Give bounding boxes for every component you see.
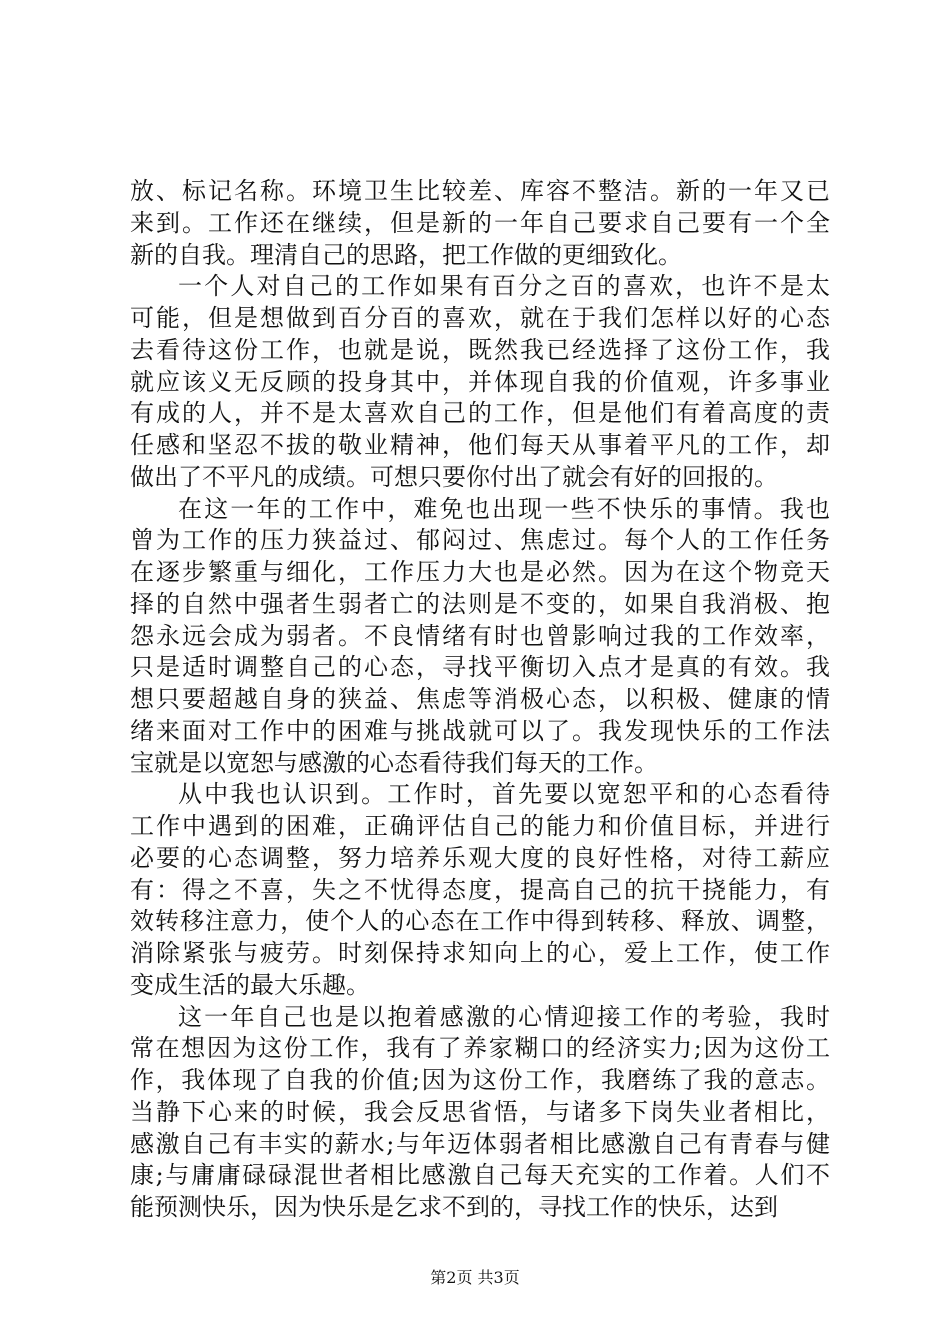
text-line: 常在想因为这份工作，我有了养家糊口的经济实力;因为这份工 bbox=[130, 1034, 830, 1063]
paragraph bbox=[130, 1002, 830, 1224]
text-line: 康;与庸庸碌碌混世者相比感激自己每天充实的工作着。人们不 bbox=[130, 1161, 830, 1190]
paragraph bbox=[130, 494, 830, 780]
text-line: 当静下心来的时候，我会反思省悟，与诸多下岗失业者相比， bbox=[130, 1097, 830, 1126]
text-line: 一个人对自己的工作如果有百分之百的喜欢，也许不是太 bbox=[178, 272, 830, 301]
text-line: 放、标记名称。环境卫生比较差、库容不整洁。新的一年又已 bbox=[130, 177, 830, 205]
text-line: 效转移注意力，使个人的心态在工作中得到转移、释放、调整， bbox=[130, 907, 830, 936]
paragraph bbox=[130, 176, 830, 271]
text-line: 择的自然中强者生弱者亡的法则是不变的，如果自我消极、抱 bbox=[130, 589, 830, 618]
page-footer: 第2页 共3页 bbox=[430, 1268, 520, 1287]
text-line: 绪来面对工作中的困难与挑战就可以了。我发现快乐的工作法 bbox=[130, 716, 830, 745]
text-line: 消除紧张与疲劳。时刻保持求知向上的心，爱上工作，使工作 bbox=[130, 939, 830, 967]
text-line: 能预测快乐，因为快乐是乞求不到的，寻找工作的快乐，达到 bbox=[130, 1193, 778, 1221]
text-line: 可能，但是想做到百分百的喜欢，就在于我们怎样以好的心态 bbox=[130, 304, 830, 332]
text-line: 曾为工作的压力狭益过、郁闷过、焦虑过。每个人的工作任务 bbox=[130, 526, 830, 555]
text-line: 做出了不平凡的成绩。可想只要你付出了就会有好的回报的。 bbox=[130, 462, 778, 491]
text-line: 变成生活的最大乐趣。 bbox=[130, 970, 370, 999]
text-line: 必要的心态调整，努力培养乐观大度的良好性格，对待工薪应 bbox=[130, 843, 830, 872]
text-line: 只是适时调整自己的心态，寻找平衡切入点才是真的有效。我 bbox=[130, 653, 830, 682]
text-line: 工作中遇到的困难，正确评估自己的能力和价值目标，并进行 bbox=[130, 812, 830, 840]
text-line: 任感和坚忍不拔的敬业精神，他们每天从事着平凡的工作，却 bbox=[130, 431, 830, 459]
body-text bbox=[130, 176, 830, 1224]
paragraph bbox=[130, 779, 830, 1001]
text-line: 想只要超越自身的狭益、焦虑等消极心态，以积极、健康的情 bbox=[130, 685, 830, 713]
text-line: 作，我体现了自我的价值;因为这份工作，我磨练了我的意志。 bbox=[130, 1066, 830, 1094]
text-line: 感激自己有丰实的薪水;与年迈体弱者相比感激自己有青春与健 bbox=[130, 1129, 830, 1158]
text-line: 有成的人，并不是太喜欢自己的工作，但是他们有着高度的责 bbox=[130, 399, 830, 428]
text-line: 新的自我。理清自己的思路，把工作做的更细致化。 bbox=[130, 240, 682, 269]
text-line: 这一年自己也是以抱着感激的心情迎接工作的考验，我时 bbox=[178, 1002, 830, 1031]
text-line: 怨永远会成为弱者。不良情绪有时也曾影响过我的工作效率， bbox=[130, 621, 830, 650]
text-line: 有：得之不喜，失之不忧得态度，提高自己的抗干挠能力，有 bbox=[130, 875, 830, 904]
text-line: 宝就是以宽恕与感激的心态看待我们每天的工作。 bbox=[130, 748, 658, 777]
text-line: 就应该义无反顾的投身其中，并体现自我的价值观，许多事业 bbox=[130, 367, 830, 396]
text-line: 来到。工作还在继续，但是新的一年自己要求自己要有一个全 bbox=[130, 208, 830, 237]
text-line: 从中我也认识到。工作时，首先要以宽恕平和的心态看待 bbox=[178, 780, 830, 809]
text-line: 去看待这份工作，也就是说，既然我已经选择了这份工作，我 bbox=[130, 335, 830, 364]
text-line: 在逐步繁重与细化，工作压力大也是必然。因为在这个物竞天 bbox=[130, 558, 830, 586]
text-line: 在这一年的工作中，难免也出现一些不快乐的事情。我也 bbox=[178, 494, 830, 523]
paragraph bbox=[130, 271, 830, 493]
